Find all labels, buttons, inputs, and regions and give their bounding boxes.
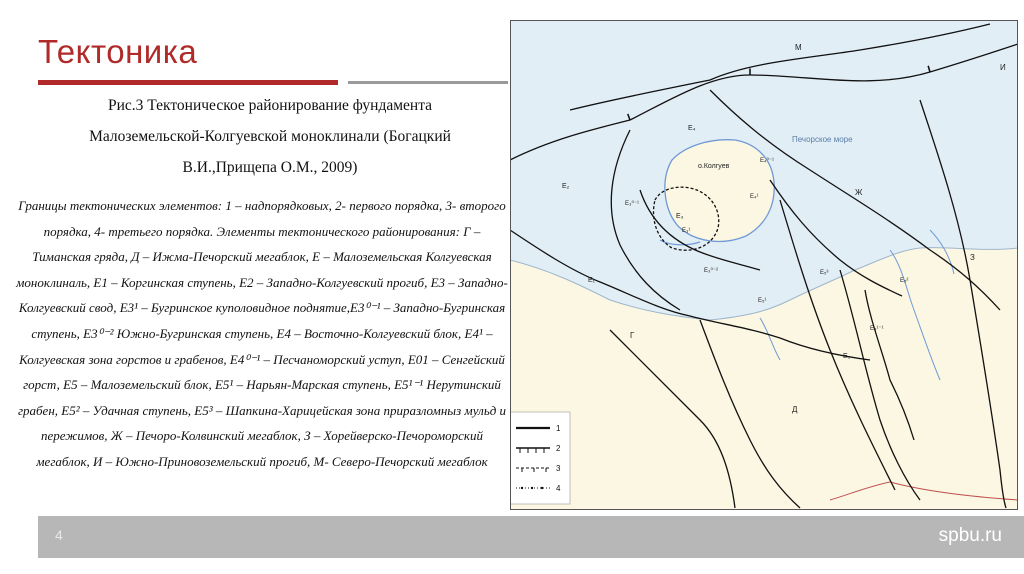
- map-label-E5-2: Е₅²: [900, 278, 909, 284]
- title-underline-red: [38, 80, 338, 85]
- map-label-M: М: [795, 43, 802, 52]
- map-label-D: Д: [792, 405, 798, 414]
- legend-item-1: 1: [556, 424, 561, 433]
- site-url: spbu.ru: [938, 525, 1002, 546]
- legend-item-2: 2: [556, 444, 561, 453]
- map-label-E1: Е₁: [588, 277, 596, 284]
- map-label-Z: З: [970, 253, 975, 262]
- map-label-E5-11: Е₅¹⁻¹: [870, 326, 884, 332]
- map-label-E4-01: Е₄⁰⁻¹: [760, 158, 775, 164]
- map-label-E4-1: Е₄¹: [750, 194, 759, 200]
- map-legend: [510, 412, 570, 504]
- map-label-pechora-sea: Печорское море: [792, 135, 853, 144]
- map-label-E2: Е₂: [562, 183, 570, 190]
- footer-bar: [38, 516, 1024, 558]
- caption-line-3: В.И.,Прищепа О.М., 2009): [182, 159, 358, 176]
- map-label-kolguev: о.Колгуев: [698, 163, 730, 170]
- legend-item-4: 4: [556, 484, 561, 493]
- legend-description: Границы тектонических элементов: 1 – надпорядковых, 2- первого порядка, 3- второго порядка, 4- третьего порядка. Элементы тектонического районирования: Г – Тиманская гряда, Д – Ижма-Печорский мегаблок, Е – Малоземельская Колгуевская моноклиналь, Е1 – Коргинская ступень, Е2 – Западно-Колгуевский прогиб, Е3 – Западно-Колгуевский свод, Е3¹ – Бугринское куполовидное поднятие,Е3⁰⁻¹ – Западно-Бугринская ступень, Е3⁰⁻² Южно-Бугринская ступень, Е4 – Восточно-Колгуевский блок, Е4¹ – Колгуевская зона горстов и грабенов, Е4⁰⁻¹ – Песчаноморский уступ, Е01 – Сенгейский горст, Е5 – Малоземельский блок, Е5¹ – Нарьян-Марская ступень, Е5¹⁻¹ Нерутинский грабен, Е5² – Удачная ступень, Е5³ – Шапкина-Харицейская зона приразломныз мульд и пережимов, Ж – Печоро-Колвинский мегаблок, З – Хорейверско-Печороморский мегаблок, И – Южно-Приновоземельский прогиб, М- Северо-Печорский мегаблок: [16, 198, 508, 469]
- map-label-E3: Е₃: [676, 213, 684, 220]
- map-label-E5: Е₅: [843, 353, 851, 360]
- title-underline-gray: [348, 81, 508, 84]
- map-label-E5-3: Е₅³: [820, 270, 829, 276]
- map-label-G: Г: [630, 331, 635, 340]
- map-label-E3-02: Е₃⁰⁻²: [704, 268, 719, 274]
- map-label-E5-1: Е₅¹: [758, 298, 767, 304]
- map-label-E3-01: Е₃⁰⁻¹: [625, 201, 640, 207]
- kolguev-island: [665, 140, 774, 242]
- caption-line-2: Малоземельской-Колгуевской моноклинали (Богацкий: [89, 128, 451, 145]
- slide-title: Тектоника: [38, 33, 198, 70]
- map-label-E4: Е₄: [688, 125, 696, 132]
- caption-line-1: Рис.3 Тектоническое районирование фундамента: [107, 97, 433, 114]
- map-label-I: И: [1000, 63, 1006, 72]
- title-underline: [38, 80, 508, 85]
- tectonic-map: [510, 20, 1018, 510]
- page-number: 4: [55, 527, 63, 543]
- map-label-Zh: Ж: [855, 188, 863, 197]
- map-label-E3-1: Е₃¹: [682, 228, 691, 234]
- legend-item-3: 3: [556, 464, 561, 473]
- figure-caption: [40, 90, 500, 183]
